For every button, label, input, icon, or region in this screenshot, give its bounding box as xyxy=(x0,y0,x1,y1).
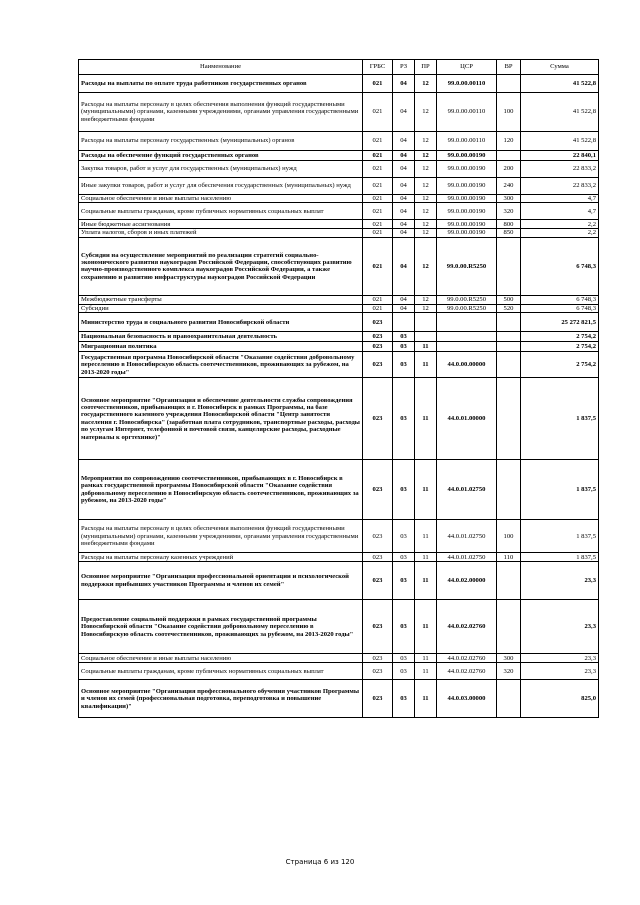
cell-grbs: 021 xyxy=(363,295,393,304)
cell-sum: 6 748,3 xyxy=(521,237,599,295)
table-row xyxy=(79,151,599,161)
cell-pr: 11 xyxy=(415,562,437,600)
cell-rz: 03 xyxy=(393,378,415,460)
cell-rz: 03 xyxy=(393,654,415,663)
cell-vr: 500 xyxy=(497,295,521,304)
cell-grbs: 021 xyxy=(363,161,393,178)
cell-pr: 11 xyxy=(415,680,437,718)
table-row xyxy=(79,313,599,332)
cell-name: Субсидии на осуществление мероприятий по реализации стратегий социально-экономического развития наукоградов Российской Федерации, способствующих развитию научно-производственного комплекса наукоградов Российской Федерации, а также сохранению и развитию инфраструктуры наукоградов Российской Федерации xyxy=(79,237,363,295)
cell-csr: 44.0.02.02760 xyxy=(437,600,497,654)
cell-grbs: 023 xyxy=(363,460,393,520)
header-cell-csr: ЦСР xyxy=(437,60,497,75)
cell-rz: 04 xyxy=(393,178,415,195)
cell-csr: 44.0.01.02750 xyxy=(437,460,497,520)
cell-csr: 99.0.00.R5250 xyxy=(437,295,497,304)
cell-name: Иные бюджетные ассигнования xyxy=(79,220,363,229)
header-cell-sum: Сумма xyxy=(521,60,599,75)
cell-pr: 11 xyxy=(415,460,437,520)
cell-vr: 120 xyxy=(497,132,521,151)
cell-vr: 200 xyxy=(497,161,521,178)
cell-vr xyxy=(497,600,521,654)
cell-csr: 44.0.01.00000 xyxy=(437,378,497,460)
cell-sum: 4,7 xyxy=(521,195,599,203)
cell-rz: 04 xyxy=(393,75,415,93)
cell-pr: 12 xyxy=(415,220,437,229)
cell-name: Основное мероприятие "Организация и обеспечение деятельности службы сопровождения соотечественников, прибывающих в г. Новосибирск в рамках Программы, на базе государственного казенного учреждения Новосибирской области "Центр занятости населения г. Новосибирска" (заработная плата сотрудников, транспортные расходы, расходы по услугам Интернет, телефонной и почтовой связи, канцелярские расходы, расходные материалы к оргтехнике)" xyxy=(79,378,363,460)
cell-rz: 04 xyxy=(393,195,415,203)
cell-name: Расходы на выплаты персоналу в целях обеспечения выполнения функций государственными (муниципальными) органами, казенными учреждениями, органами управления государственными внебюджетными фондами xyxy=(79,93,363,132)
table-row xyxy=(79,460,599,520)
cell-name: Государственная программа Новосибирской области "Оказание содействия добровольному переселению в Новосибирскую область соотечественников, проживающих за рубежом, на 2013-2020 годы" xyxy=(79,352,363,378)
cell-vr: 320 xyxy=(497,203,521,220)
table-row xyxy=(79,520,599,553)
cell-vr: 100 xyxy=(497,520,521,553)
header-cell-grbs: ГРБС xyxy=(363,60,393,75)
cell-rz: 04 xyxy=(393,132,415,151)
table-row xyxy=(79,304,599,312)
cell-vr xyxy=(497,151,521,161)
cell-grbs: 021 xyxy=(363,237,393,295)
cell-grbs: 023 xyxy=(363,352,393,378)
cell-csr: 44.0.02.00000 xyxy=(437,562,497,600)
cell-pr: 12 xyxy=(415,304,437,312)
cell-pr: 12 xyxy=(415,132,437,151)
cell-vr xyxy=(497,75,521,93)
cell-csr: 44.0.01.02750 xyxy=(437,520,497,553)
cell-grbs: 023 xyxy=(363,600,393,654)
cell-grbs: 023 xyxy=(363,520,393,553)
cell-name: Социальное обеспечение и иные выплаты населению xyxy=(79,654,363,663)
header-cell-vr: ВР xyxy=(497,60,521,75)
cell-csr: 44.0.00.00000 xyxy=(437,352,497,378)
cell-pr: 12 xyxy=(415,295,437,304)
cell-name: Расходы на обеспечение функций государственных органов xyxy=(79,151,363,161)
table-header-row xyxy=(79,60,599,75)
cell-grbs: 023 xyxy=(363,680,393,718)
budget-table xyxy=(78,59,599,718)
cell-rz: 04 xyxy=(393,237,415,295)
table-row xyxy=(79,178,599,195)
cell-csr xyxy=(437,332,497,342)
cell-csr: 99.0.00.00190 xyxy=(437,151,497,161)
cell-pr: 11 xyxy=(415,342,437,352)
cell-vr: 100 xyxy=(497,93,521,132)
cell-grbs: 023 xyxy=(363,553,393,562)
cell-name: Межбюджетные трансферты xyxy=(79,295,363,304)
cell-rz xyxy=(393,313,415,332)
table-row xyxy=(79,229,599,237)
cell-name: Миграционная политика xyxy=(79,342,363,352)
table-row xyxy=(79,195,599,203)
cell-sum: 6 748,3 xyxy=(521,304,599,312)
cell-vr xyxy=(497,562,521,600)
cell-pr: 11 xyxy=(415,654,437,663)
cell-csr: 99.0.00.00190 xyxy=(437,161,497,178)
cell-grbs: 021 xyxy=(363,75,393,93)
cell-name: Социальное обеспечение и иные выплаты населению xyxy=(79,195,363,203)
cell-pr: 11 xyxy=(415,600,437,654)
cell-pr: 12 xyxy=(415,161,437,178)
cell-vr xyxy=(497,378,521,460)
cell-csr: 99.0.00.00190 xyxy=(437,195,497,203)
cell-pr: 12 xyxy=(415,195,437,203)
cell-grbs: 023 xyxy=(363,663,393,680)
cell-pr: 12 xyxy=(415,229,437,237)
table-row xyxy=(79,352,599,378)
cell-sum: 1 837,5 xyxy=(521,460,599,520)
header-cell-pr: ПР xyxy=(415,60,437,75)
cell-rz: 03 xyxy=(393,520,415,553)
cell-csr: 99.0.00.00110 xyxy=(437,93,497,132)
table-row xyxy=(79,663,599,680)
cell-sum: 825,0 xyxy=(521,680,599,718)
cell-grbs: 023 xyxy=(363,342,393,352)
cell-csr: 99.0.00.00190 xyxy=(437,220,497,229)
cell-csr: 99.0.00.00190 xyxy=(437,203,497,220)
cell-rz: 04 xyxy=(393,295,415,304)
cell-sum: 1 837,5 xyxy=(521,553,599,562)
cell-csr: 99.0.00.00190 xyxy=(437,178,497,195)
cell-sum: 2 754,2 xyxy=(521,342,599,352)
cell-name: Закупка товаров, работ и услуг для государственных (муниципальных) нужд xyxy=(79,161,363,178)
cell-name: Расходы на выплаты персоналу в целях обеспечения выполнения функций государственными (муниципальными) органами, казенными учреждениями, органами управления государственными внебюджетными фондами xyxy=(79,520,363,553)
cell-vr xyxy=(497,237,521,295)
cell-sum: 2,2 xyxy=(521,229,599,237)
cell-pr: 12 xyxy=(415,203,437,220)
cell-rz: 03 xyxy=(393,332,415,342)
cell-rz: 04 xyxy=(393,220,415,229)
cell-vr xyxy=(497,680,521,718)
cell-vr xyxy=(497,460,521,520)
cell-vr: 520 xyxy=(497,304,521,312)
cell-grbs: 023 xyxy=(363,654,393,663)
header-cell-name: Наименование xyxy=(79,60,363,75)
cell-sum: 1 837,5 xyxy=(521,378,599,460)
cell-csr: 99.0.00.R5250 xyxy=(437,304,497,312)
cell-rz: 03 xyxy=(393,342,415,352)
cell-pr xyxy=(415,313,437,332)
cell-rz: 03 xyxy=(393,663,415,680)
cell-sum: 41 522,8 xyxy=(521,132,599,151)
cell-name: Предоставление социальной поддержки в рамках государственной программы Новосибирской области "Оказание содействия добровольному переселению в Новосибирскую область соотечественников, проживающих за рубежом, на 2013-2020 годы" xyxy=(79,600,363,654)
cell-vr xyxy=(497,332,521,342)
cell-grbs: 021 xyxy=(363,304,393,312)
table-row xyxy=(79,132,599,151)
cell-sum: 41 522,8 xyxy=(521,93,599,132)
table-row xyxy=(79,654,599,663)
cell-vr xyxy=(497,352,521,378)
cell-sum: 23,3 xyxy=(521,654,599,663)
cell-sum: 23,3 xyxy=(521,562,599,600)
table-row xyxy=(79,75,599,93)
cell-vr: 300 xyxy=(497,195,521,203)
table-row xyxy=(79,680,599,718)
cell-csr: 99.0.00.00110 xyxy=(437,75,497,93)
cell-rz: 04 xyxy=(393,203,415,220)
cell-grbs: 021 xyxy=(363,132,393,151)
table-row xyxy=(79,562,599,600)
cell-sum: 2 754,2 xyxy=(521,332,599,342)
cell-name: Уплата налогов, сборов и иных платежей xyxy=(79,229,363,237)
cell-sum: 22 840,1 xyxy=(521,151,599,161)
table-row xyxy=(79,93,599,132)
cell-sum: 23,3 xyxy=(521,663,599,680)
cell-name: Расходы на выплаты по оплате труда работников государственных органов xyxy=(79,75,363,93)
cell-name: Расходы на выплаты персоналу государственных (муниципальных) органов xyxy=(79,132,363,151)
cell-name: Национальная безопасность и правоохранительная деятельность xyxy=(79,332,363,342)
cell-name: Мероприятия по сопровождению соотечественников, прибывающих в г. Новосибирск в рамках государственной программы Новосибирской области "Оказание содействия добровольному переселению в Новосибирскую область соотечественников, проживающих за рубежом, на 2013-2020 годы" xyxy=(79,460,363,520)
cell-vr: 800 xyxy=(497,220,521,229)
table-row xyxy=(79,203,599,220)
cell-name: Социальные выплаты гражданам, кроме публичных нормативных социальных выплат xyxy=(79,663,363,680)
cell-grbs: 021 xyxy=(363,220,393,229)
cell-pr: 12 xyxy=(415,93,437,132)
cell-vr: 320 xyxy=(497,663,521,680)
cell-sum: 25 272 821,5 xyxy=(521,313,599,332)
cell-csr: 44.0.01.02750 xyxy=(437,553,497,562)
cell-sum: 23,3 xyxy=(521,600,599,654)
cell-rz: 03 xyxy=(393,680,415,718)
cell-sum: 2,2 xyxy=(521,220,599,229)
cell-sum: 4,7 xyxy=(521,203,599,220)
table-body xyxy=(79,60,599,718)
cell-pr: 11 xyxy=(415,520,437,553)
cell-name: Министерство труда и социального развития Новосибирской области xyxy=(79,313,363,332)
cell-name: Основное мероприятие "Организация профессионального обучения участников Программы и членов их семей (профессиональная подготовка, переподготовка и повышение квалификации)" xyxy=(79,680,363,718)
cell-pr: 11 xyxy=(415,352,437,378)
cell-pr: 12 xyxy=(415,178,437,195)
cell-rz: 03 xyxy=(393,600,415,654)
table-row xyxy=(79,332,599,342)
cell-csr: 99.0.00.R5250 xyxy=(437,237,497,295)
table-row xyxy=(79,237,599,295)
cell-grbs: 023 xyxy=(363,378,393,460)
cell-rz: 04 xyxy=(393,93,415,132)
cell-vr: 300 xyxy=(497,654,521,663)
cell-pr: 12 xyxy=(415,237,437,295)
cell-csr: 99.0.00.00110 xyxy=(437,132,497,151)
table-row xyxy=(79,553,599,562)
cell-vr xyxy=(497,342,521,352)
cell-name: Социальные выплаты гражданам, кроме публичных нормативных социальных выплат xyxy=(79,203,363,220)
cell-csr xyxy=(437,313,497,332)
table-row xyxy=(79,295,599,304)
cell-pr: 11 xyxy=(415,663,437,680)
cell-vr: 240 xyxy=(497,178,521,195)
cell-sum: 2 754,2 xyxy=(521,352,599,378)
cell-name: Основное мероприятие "Организация профессиональной ориентации и психологической поддержки прибывших участников Программы и членов их семей" xyxy=(79,562,363,600)
cell-rz: 04 xyxy=(393,161,415,178)
cell-grbs: 021 xyxy=(363,178,393,195)
cell-pr: 11 xyxy=(415,553,437,562)
cell-name: Иные закупки товаров, работ и услуг для обеспечения государственных (муниципальных) нужд xyxy=(79,178,363,195)
cell-grbs: 021 xyxy=(363,195,393,203)
cell-name: Расходы на выплаты персоналу казенных учреждений xyxy=(79,553,363,562)
cell-csr: 44.0.02.02760 xyxy=(437,663,497,680)
table-row xyxy=(79,600,599,654)
cell-rz: 03 xyxy=(393,553,415,562)
cell-pr xyxy=(415,332,437,342)
header-cell-rz: РЗ xyxy=(393,60,415,75)
cell-grbs: 023 xyxy=(363,332,393,342)
cell-rz: 04 xyxy=(393,304,415,312)
cell-vr: 850 xyxy=(497,229,521,237)
cell-rz: 04 xyxy=(393,151,415,161)
cell-name: Субсидии xyxy=(79,304,363,312)
cell-sum: 22 833,2 xyxy=(521,161,599,178)
cell-pr: 12 xyxy=(415,151,437,161)
cell-rz: 03 xyxy=(393,352,415,378)
table-row xyxy=(79,342,599,352)
cell-sum: 22 833,2 xyxy=(521,178,599,195)
cell-sum: 41 522,8 xyxy=(521,75,599,93)
cell-rz: 04 xyxy=(393,229,415,237)
cell-sum: 1 837,5 xyxy=(521,520,599,553)
cell-grbs: 023 xyxy=(363,313,393,332)
cell-grbs: 021 xyxy=(363,229,393,237)
cell-vr xyxy=(497,313,521,332)
cell-pr: 11 xyxy=(415,378,437,460)
cell-csr: 44.0.02.02760 xyxy=(437,654,497,663)
cell-grbs: 021 xyxy=(363,203,393,220)
cell-csr: 99.0.00.00190 xyxy=(437,229,497,237)
cell-grbs: 021 xyxy=(363,151,393,161)
cell-grbs: 021 xyxy=(363,93,393,132)
table-row xyxy=(79,220,599,229)
cell-csr: 44.0.03.00000 xyxy=(437,680,497,718)
page-number: Страница 6 из 120 xyxy=(285,858,355,866)
cell-grbs: 023 xyxy=(363,562,393,600)
cell-rz: 03 xyxy=(393,460,415,520)
table-row xyxy=(79,161,599,178)
cell-vr: 110 xyxy=(497,553,521,562)
cell-sum: 6 748,3 xyxy=(521,295,599,304)
cell-pr: 12 xyxy=(415,75,437,93)
cell-csr xyxy=(437,342,497,352)
table-row xyxy=(79,378,599,460)
cell-rz: 03 xyxy=(393,562,415,600)
